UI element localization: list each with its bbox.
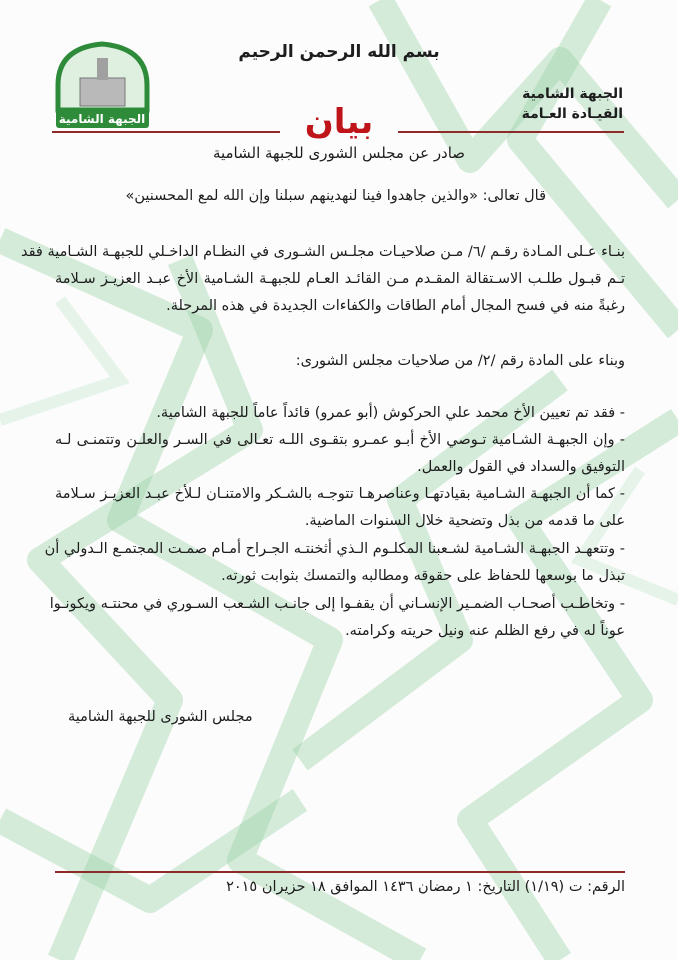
signature: مجلس الشورى للجبهة الشامية	[68, 709, 253, 725]
statement-title: بيان	[304, 102, 374, 142]
list-item: عوناً له في رفع الظلم عنه ونيل حريته وكرامته.	[345, 623, 625, 639]
reference-date: الرقم: ت (١/١٩) التاريخ: ١ رمضان ١٤٣٦ الموافق ١٨ حزيران ٢٠١٥	[226, 879, 625, 895]
logo-text: الجبهة الشامية	[58, 112, 146, 126]
list-item: على ما قدمه من بذل وتضحية خلال السنوات الماضية.	[304, 513, 625, 529]
list-item: - وإن الجبهـة الشـامية تـوصي الأخ أبـو عمـرو بتقـوى اللـه تعـالى في السـر والعلـن وتتمنـى لـه	[55, 432, 625, 448]
basmala: بسم الله الرحمن الرحيم	[238, 42, 440, 62]
quran-verse: قال تعالى: «والذين جاهدوا فينا لنهدينهم سبلنا وإن الله لمع المحسنين»	[125, 188, 546, 204]
statement-subtitle: صادر عن مجلس الشورى للجبهة الشامية	[212, 144, 466, 162]
list-item: - فقد تم تعيين الأخ محمد علي الحركوش (أبو عمرو) قائداً عاماً للجبهة الشامية.	[156, 405, 625, 421]
footer-rule	[55, 871, 625, 873]
list-item: - كما أن الجبهـة الشـامية بقيادتهـا وعناصرهـا تتوجـه بالشـكر والامتنـان لـلأخ عبـد العزيـز سـلامة	[55, 486, 625, 502]
list-item: تبذل ما بوسعها للحفاظ على حقوقه ومطالبه والتمسك بثوابت ثورته.	[221, 568, 625, 584]
paragraph-line: بنـاء عـلى المـادة رقـم /٦/ مـن صلاحيـات مجلـس الشـورى في النظـام الداخـلي للجبهـة الشـامية فقد	[20, 244, 625, 260]
org-name: الجبهة الشامية	[522, 86, 623, 102]
paragraph-line: رغبةً منه في فسح المجال أمام الطاقات والكفاءات الجديدة في هذه المرحلة.	[166, 298, 625, 314]
org-unit: القيـادة العـامة	[521, 106, 623, 122]
paragraph-line: تـم قبـول طلـب الاسـتقالة المقـدم مـن القائـد العـام للجبهـة الشـامية الأخ عبـد العزيـز سـلامة	[55, 271, 625, 287]
list-item: - وتخاطـب أصحـاب الضمـير الإنسـاني أن يقفـوا إلى جانـب الشـعب السـوري في محنتـه ويكونـوا	[49, 596, 625, 612]
paragraph-intro: وبناء على المادة رقم /٢/ من صلاحيات مجلس الشورى:	[295, 353, 625, 369]
list-item: - وتتعهـد الجبهـة الشـامية لشـعبنا المكلـوم الـذي أثخنتـه الجـراح أمـام صمـت المجتمـع الـدولي أن	[44, 541, 625, 557]
list-item: التوفيق والسداد في القول والعمل.	[417, 459, 625, 475]
